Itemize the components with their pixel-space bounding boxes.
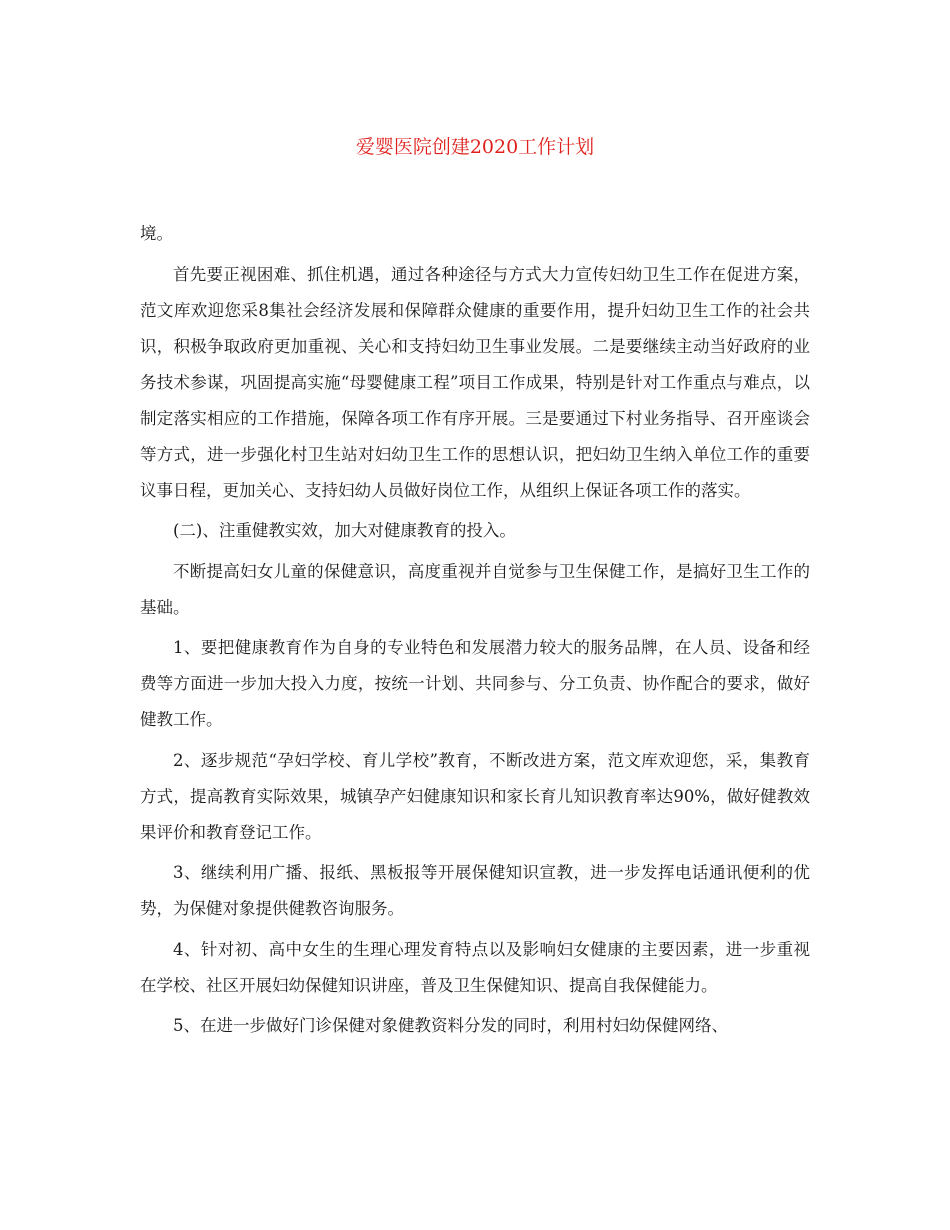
paragraph: 境。 [140, 224, 173, 243]
paragraph: 4、针对初、高中女生的生理心理发育特点以及影响妇女健康的主要因素，进一步重视在学校、社区开展妇幼保健知识讲座，普及卫生保健知识、提高自我保健能力。 [140, 939, 810, 995]
paragraph: 1、要把健康教育作为自身的专业特色和发展潜力较大的服务品牌，在人员、设备和经费等方面进一步加大投入力度，按统一计划、共同参与、分工负责、协作配合的要求，做好健教工作。 [140, 638, 810, 729]
paragraph: 3、继续利用广播、报纸、黑板报等开展保健知识宣教，进一步发挥电话通讯便利的优势，为保健对象提供健教咨询服务。 [140, 863, 810, 918]
paragraph: 2、逐步规范“孕妇学校、育儿学校”教育，不断改进方案，范文库欢迎您，采，集教育方式，提高教育实际效果，城镇孕产妇健康知识和家长育儿知识教育率达90%，做好健教效果评价和教育登记工作。 [140, 750, 810, 842]
paragraph: 5、在进一步做好门诊保健对象健教资料分发的同时，利用村妇幼保健网络、 [173, 1016, 728, 1035]
paragraph: (二)、注重健教实效，加大对健康教育的投入。 [173, 521, 516, 540]
paragraph: 不断提高妇女儿童的保健意识，高度重视并自觉参与卫生保健工作，是搞好卫生工作的基础。 [140, 561, 810, 617]
paragraph: 首先要正视困难、抓住机遇，通过各种途径与方式大力宣传妇幼卫生工作在促进方案，范文库欢迎您采8集社会经济发展和保障群众健康的重要作用，提升妇幼卫生工作的社会共识，积极争取政府更加重视、关心和支持妇幼卫生事业发展。二是要继续主动当好政府的业务技术参谋，巩固提高实施“母婴健康工程”项目工作成果，特别是针对工作重点与难点，以制定落实相应的工作措施，保障各项工作有序开展。三是要通过下村业务指导、召开座谈会等方式，进一步强化村卫生站对妇幼卫生工作的思想认识，把妇幼卫生纳入单位工作的重要议事日程，更加关心、支持妇幼人员做好岗位工作，从组织上保证各项工作的落实。 [140, 264, 810, 500]
document-title: 爱婴医院创建2020工作计划 [355, 136, 595, 158]
document-body [140, 216, 810, 1049]
